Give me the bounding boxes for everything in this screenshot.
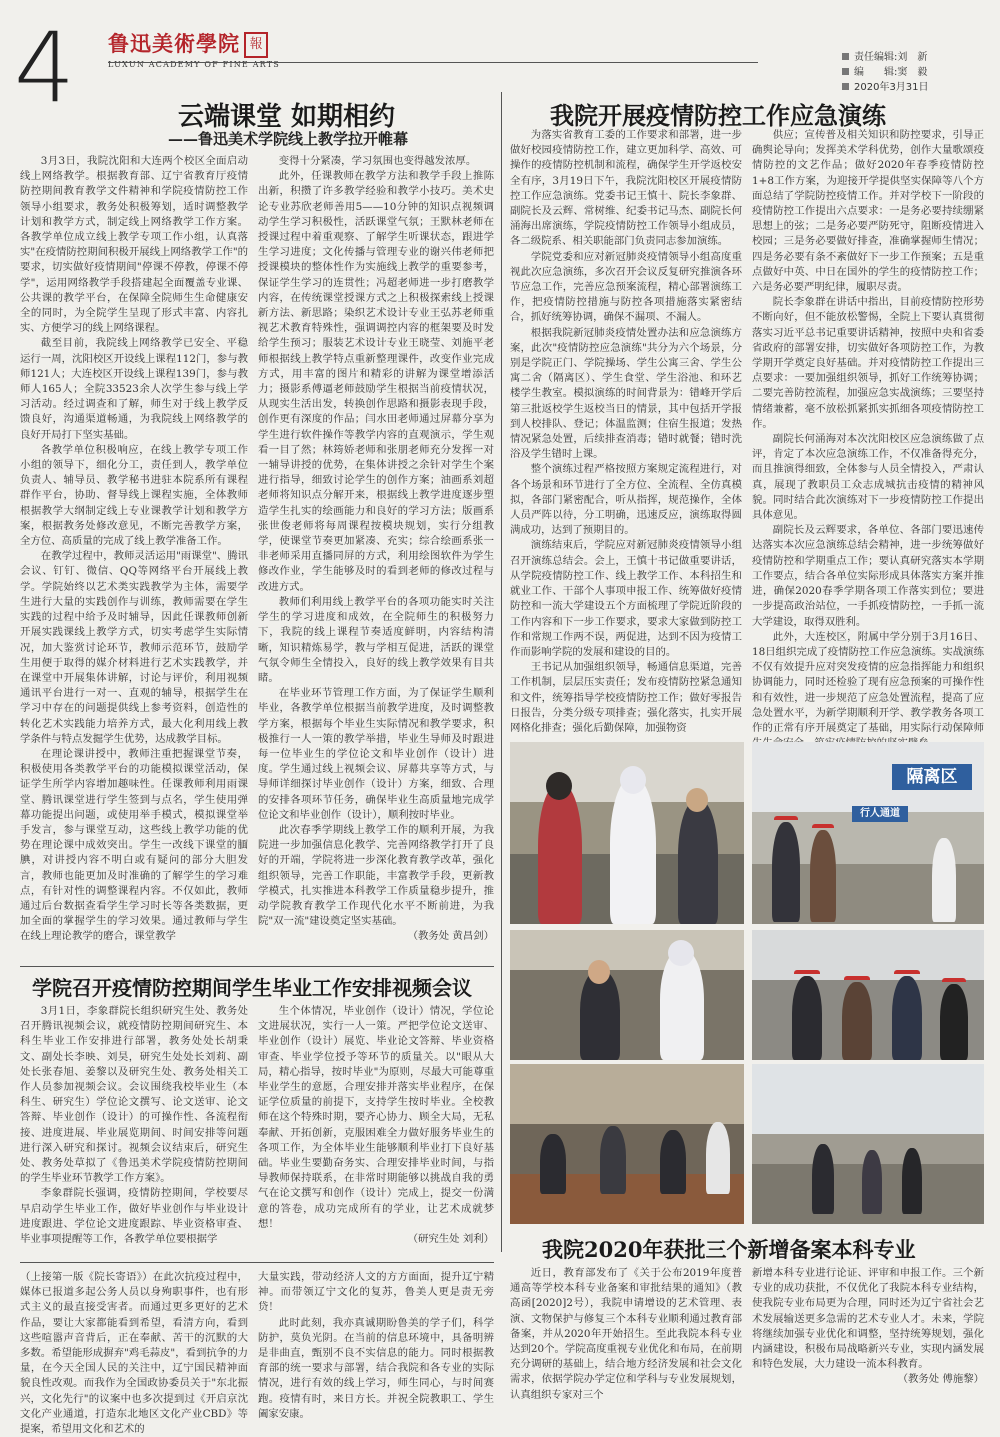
photo-isolation-zone xyxy=(752,742,984,924)
article1-title: 云端课堂 如期相约 xyxy=(178,102,396,132)
paragraph: 大量实践，带动经济人文的方方面面，提升辽宁精神。而带领辽宁文化的复苏，鲁美人更是责无旁贷！ xyxy=(258,1271,494,1314)
article4-column-2 xyxy=(258,1270,494,1422)
bullet-square-icon xyxy=(842,68,849,75)
article4-top-rule xyxy=(20,1262,494,1263)
article3-title: 学院召开疫情防控期间学生毕业工作安排视频会议 xyxy=(32,976,472,1000)
paragraph: 此外，任课教师在教学方法和教学手段上推陈出新，积攒了许多教学经验和教学小技巧。美术史论专业苏欣老师善用5——10分钟的知识点视频调动学生学习积极性，活跃课堂气氛；王默林老师在授课过程中着重观察、了解学生听课状态，跟进学生学习进度；文化传播与管理专业的谢兴伟老师把授课模块的整体性作为实施线上教学的重要参考，保证学生学习的连贯性；冯超老师进一步打磨教学内容，在传统课堂授课方式之上积极探索线上授课新方法、新思路；染织艺术设计专业王弘苏老师重视艺术教育特殊性，强调调控内容的框架要及时发给学生预习；服装艺术设计专业王晓莹、刘施平老师根据线上教学特点重新整理课件，改变作业完成方式，用丰富的图片和精彩的讲解为课堂增添活力；摄影系傅逼老师鼓励学生根据当前疫情状况，从现实生活出发，转换创作思路和摄影表现手段，创作更有深度的作品；闫水田老师通过屏幕分享为学生进行软件操作等教学内容的直观演示，学生观看一目了然；林筠娇老师和张朋老师充分发挥一对一辅导讲授的优势，在集体讲授之余针对学生个案进行指导，细致讨论学生的创作方案；油画系刘超老师将知识点分解开来，根据线上教学进度逐步塑造学生扎实的绘画能力和良好的学习方法；版画系张世俊老师将每周课程按模块规划，实行分组教学，使课堂节奏更加紧凑、充实；综合绘画系张一非老师采用直播同屏的方式，利用绘图软件为学生修改作业，学生能够及时的看到老师的修改过程与改进方式。 xyxy=(258,170,494,593)
editor-row xyxy=(842,65,992,80)
page-number: 4 xyxy=(14,12,76,124)
column-divider xyxy=(501,92,502,1252)
paragraph: 王书记从加强组织领导，畅通信息渠道，完善工作机制，层层压实责任；发布疫情防控紧急通知和文件，统筹指导学校疫情防控工作；做好零报告日报告，分类分级专项排查；强化落实，扎实开展网格化排查；强化后勤保障，加强物资 xyxy=(510,661,742,734)
masthead xyxy=(108,28,338,78)
paragraph: 整个演练过程严格按照方案规定流程进行，对各个场景和环节进行了全方位、全流程、全仿真模拟，各部门紧密配合，听从指挥，规范操作，全体人员严阵以待，分工明确，迅速反应，演练取得圆满成功，达到了预期目的。 xyxy=(510,463,742,537)
masthead-title: 鲁迅美術學院 xyxy=(108,31,240,56)
paragraph: 副院长何涌海对本次沈阳校区应急演练做了点评，肯定了本次应急演练工作，不仅准备得充分，而且推演得细致，全体参与人员全情投入，严肃认真，展现了教职员工众志成城抗击疫情的精神风貌。同时结合此次演练对下一步疫情防控工作提出具体意见。 xyxy=(752,433,984,522)
photo-temperature-check xyxy=(510,742,744,924)
article5-column-1 xyxy=(510,1266,742,1424)
article1-signature: （教务处 黄昌剑） xyxy=(407,930,494,943)
bullet-square-icon xyxy=(842,53,849,60)
article2-column-2 xyxy=(752,128,984,740)
paragraph: 副院长及云辉要求，各单位、各部门要迅速传达落实本次应急演练总结会精神，进一步统筹做好疫情防控和学期重点工作；要认真研究落实本学期工作要点，结合各单位实际形成具体落实方案并推进，确保2020春季学期各项工作落实到位；要进一步提高政治站位，一手抓疫情防控，一手抓一流大学建设，取得双胜利。 xyxy=(752,524,984,628)
article5-column-2 xyxy=(752,1266,984,1424)
article3-signature: （研究生处 刘利） xyxy=(407,1233,494,1246)
article1-column-1 xyxy=(20,154,248,962)
paragraph: 学院党委和应对新冠肺炎疫情领导小组高度重视此次应急演练，多次召开会议反复研究推演各环节应急工作，完善应急预案流程，精心部署演练工作，把疫情防控措施与防控各项措施落实紧密结合，抓好统筹协调，确保不漏项、不漏人。 xyxy=(510,250,742,324)
paragraph: 生个体情况，毕业创作（设计）情况，学位论文进展状况，实行一人一策。严把学位论文送审、毕业创作（设计）展览、毕业论文答辩、毕业资格审查、毕业学位授予等环节的质量关。以"眼从大局，精心指导，按时毕业"为原则，尽最大可能尊重毕业学生的意愿，合理安排并落实毕业程序，在保证学位质量的前提下，支持学生按时毕业。全校教师在这个特殊时期，要齐心协力、顾全大局，无私奉献、开拓创新，克服困难全力做好服务毕业生的各项工作，为全体毕业生能够顺利毕业打下良好基础。毕业生要勤奋务实、合理安排毕业时间，与指导教师保持联系，在非常时期能够以挑战自我的勇气在论文撰写和创作（设计）完成上，提交一份满意的答卷，成功完成所有的学业，让艺术成就梦想！ xyxy=(258,1005,494,1230)
article3-column-2 xyxy=(258,1004,494,1258)
article4-column-1 xyxy=(20,1270,248,1436)
article1-column-2 xyxy=(258,154,494,962)
paragraph: 此时此刻，我亦真诚期盼鲁美的学子们，科学防护，莫负光阴。在当前的信息环境中，具备明辨是非曲直，甄别不良不实信息的能力。同时根据教育部的统一要求与部署，结合我院和各专业的实际情况，进行有效的线上学习，师生同心，与时间赛跑。疫情有时，来日方长。并祝全院教职工、学生阖家安康。 xyxy=(258,1316,494,1420)
proof-editor-name: 编 辑:窦 毅 xyxy=(854,67,928,78)
article2-column-1 xyxy=(510,128,742,740)
paragraph: 李象群院长强调，疫情防控期间，学校要尽早启动学生毕业工作，做好毕业创作与毕业设计进度跟进、学位论文进度跟踪、毕业资格审查、毕业事项提醒等工作，各教学单位要根据学 xyxy=(20,1187,248,1246)
article3-column-1 xyxy=(20,1004,248,1258)
walkway-sign: 行人通道 xyxy=(852,806,908,822)
paragraph: 演练结束后，学院应对新冠肺炎疫情领导小组召开演练总结会。会上，王慎十书记做重要讲话，从学院疫情防控工作、线上教学工作、本科招生和就业工作、干部个人事项申报工作、统筹做好疫情防控和一流大学建设五个方面梳理了学院近阶段的工作内容和下一步工作要求，要求大家做到防控工作和常规工作两不误，两促进，达到不因为疫情工作而影响学院的发展和建设的目的。 xyxy=(510,539,742,658)
paragraph: 新增本科专业进行论证、评审和申报工作。三个新专业的成功获批，不仅优化了我院本科专业结构，使我院专业布局更为合理，同时还为辽宁省社会艺术发展输送更多急需的艺术专业人才。未来，学院将继续加强专业优化和调整，坚持统筹规划，强化内涵建设，积极布局战略新兴专业，实现内涵发展和特色发展，大力建设一流本科教育。 xyxy=(752,1267,984,1371)
editor-row xyxy=(842,80,992,95)
paragraph: 3月3日，我院沈阳和大连两个校区全面启动线上网络教学。根据教育部、辽宁省教育厅疫情防控期间教育教学文件精神和学院疫情防控工作领导小组要求，教务处积极筹划，适时调整教学计划和教学方式，制定线上网络教学工作方案。各教学单位成立线上教学专项工作小组，认真落实"在疫情防控期间积极开展线上网络教学工作"的要求，切实做好疫情期间"停课不停教，停课不停学"，运用网络教学手段搭建起全面覆盖专业课、公共课的教学平台，在保障全院师生生命健康安全的同时，为全院学生呈现了形式丰富、内容扎实、方便学习的线上网络课程。 xyxy=(20,155,248,335)
article3-top-rule xyxy=(20,966,494,967)
editor-row xyxy=(842,50,992,65)
paragraph: 院长李象群在讲话中指出，目前疫情防控形势不断向好，但不能放松警惕，全院上下要认真贯彻落实习近平总书记重要讲话精神，按照中央和省委省政府的部署安排，切实做好各项防控工作，为教学期开学奠定良好基础。并对疫情防控工作提出三点要求：一要加强组织领导，抓好工作统筹协调；二要完善防控流程，加强应急实战演练；三要坚持情绪兼蓄，毫不放松抓紧抓实抓细各项疫情防控工作。 xyxy=(752,296,984,430)
editor-name: 责任编辑:刘 新 xyxy=(854,52,928,63)
masthead-seal-icon: 報 xyxy=(244,32,268,58)
photo-queue-outdoors xyxy=(752,930,984,1060)
paragraph: 供应；宣传普及相关知识和防控要求，引导正确舆论导向；发挥美术学科优势，创作大量歌颂疫情防控的文艺作品；做好2020年春季疫情防控1+8工作方案，为迎接开学提供坚实保障等八个方面总结了学院防控疫情工作。并对学校下一阶段的疫情防控工作提出六点要求：一是务必要持续绷紧思想上的弦；二是务必要严防死守，阻断疫情进入校园；三是务必要做好排查，准确掌握师生情况；四是务必要有条不紊做好下一步工作预案；五是重点做好中英、中日在国外的学生的疫情防控工作；六是务必要严明纪律，履职尽责。 xyxy=(752,129,984,294)
paragraph: 此次春季学期线上教学工作的顺利开展，为我院进一步加强信息化教学、完善网络教学打开了良好的开端，学院将进一步深化教育教学改革，强化组织领导，完善工作职能，丰富教学手段，更新教学模式，扎实推进本科教学工作质量稳步提升，推动学院教育教学工作现代化水平不断前进，为我院"双一流"建设奠定坚实基础。 xyxy=(258,823,494,928)
bullet-square-icon xyxy=(842,83,849,90)
editor-box xyxy=(842,50,992,95)
masthead-english: LUXUN ACADEMY OF FINE ARTS xyxy=(108,60,280,69)
isolation-sign: 隔离区 xyxy=(892,764,972,790)
photo-dormitory xyxy=(510,930,744,1060)
paragraph: 此外，大连校区，附属中学分别于3月16日、18日组织完成了疫情防控工作应急演练。实战演练不仅有效提升应对突发疫情的应急指挥能力和组织协调能力，同时还检验了现有应急预案的可操作性和有效性，进一步规范了应急处置流程，提高了应急处置水平，为新学期顺利开学、教学教务各项工作的正常有序开展奠定了基础，用实际行动保障师 xyxy=(752,630,984,734)
paragraph: 变得十分紧凑，学习氛围也变得越发浓厚。 xyxy=(278,155,477,167)
header-rule xyxy=(108,62,758,63)
paragraph: 近日，教育部发布了《关于公布2019年度普通高等学校本科专业备案和审批结果的通知》（教高函[2020]2号），我院申请增设的艺术管理、表演、文物保护与修复三个本科专业顺利通过教育部备案，并从2020年开始招生。至此我院本科专业达到20个。学院高度重视专业优化和布局，在前期充分调研的基础上，结合地方经济发展和社会文化需求，依据学院办学定位和学科与专业发展规划，认真组织专家对三个 xyxy=(510,1267,742,1401)
paragraph: 教师们利用线上教学平台的各项功能实时关注学生的学习进度和成效，在全院师生的积极努力下，我院的线上课程节奏适度鲜明，内容结构清晰，知识精炼易学，教与学相互促进，活跃的课堂气氛令师生全情投入，良好的线上教学效果有目共睹。 xyxy=(258,595,494,684)
article2-title: 我院开展疫情防控工作应急演练 xyxy=(550,101,886,130)
paragraph: 在教学过程中，教师灵活运用"雨课堂"、腾讯会议、钉钉、微信、QQ等网络平台开展线上教学。学院始终以艺术类实践教学为主体，需要学生进行大量的实践创作与训练，教师需要在学生实践的过程中给予及时辅导，因此任课教师创新开展实践课线上教学方式，切实考虑学生实际情况，加大鉴赏讨论环节，教师示范环节，鼓励学生用便于取得的媒介材料进行艺术实践教学，并在课堂中开展集体讲解，讨论与评价，利用视频通讯平台进行一对一、直观的辅导，根据学生在学习中存在的问题提供线上参考资料，创造性的转化艺术实践能力培养方式，最大化利用线上教学条件与特点发掘学生优势，达成教学目标。 xyxy=(20,550,248,745)
paragraph: 在毕业环节管理工作方面，为了保证学生顺利毕业，各教学单位根据当前教学进度，及时调整教学方案，根据每个毕业生实际情况和教学要求，积极推行一人一策的教学举措，毕业生导师及时跟进每一位毕业生的学位论文和毕业创作（设计）进度。学生通过线上视频会议、屏幕共享等方式，与导师详细探讨毕业创作（设计）方案，细致、合理的安排各项环节任务，确保毕业生高质量地完成学位论文和毕业创作（设计），顺利按时毕业。 xyxy=(258,687,494,821)
article1-subtitle: ——鲁迅美术学院线上教学拉开帷幕 xyxy=(168,130,409,148)
paragraph: （上接第一版《院长寄语》）在此次抗疫过程中，媒体已报道多起公务人员以身殉职事件，也有形式主义的最直接受害者。而通过更多更好的艺术作品，要让大家都能看到希望，看清方向，看到这些喧嚣声音背后，正在奉献、苦干的沉默的大多数。希望能形成摒弃"鸡毛蒜皮"，看到抗争的力量，在今天全国人民的关注中，辽宁国民精神面貌良性改观。而我作为全国政协委员关于"东北振兴，文化先行"的议案中也多次提到过《开启京沈文化产业通道，打造东北地区文化产业CBD》等提案，希望用文化和艺术的 xyxy=(20,1271,248,1436)
paragraph: 为落实省教育工委的工作要求和部署，进一步做好校园疫情防控工作，建立更加科学、高效、可操作的疫情防控机制和流程，确保学生开学返校安全有序，3月19日下午，我院沈阳校区开展疫情防控工作应急演练。党委书记王慎十、院长李象群、副院长及云辉、常树维、纪委书记马杰、副院长何涌海出席演练，学院疫情防控工作领导小组成员，各二级院系、相关职能部门负责同志参加演练。 xyxy=(510,129,742,248)
paragraph: 截至目前，我院线上网络教学已安全、平稳运行一周，沈阳校区开设线上课程112门，参与教师121人；大连校区开设线上课程139门，参与教师人165人；全院33523余人次学生参与线上学习活动。经过调查和了解，师生对于线上教学反馈良好，沟通渠道畅通，为我院线上网络教学的良好开局打下坚实基础。 xyxy=(20,337,248,441)
issue-date: 2020年3月31日 xyxy=(854,82,929,93)
paragraph: 3月1日，李象群院长组织研究生处、教务处召开腾讯视频会议，就疫情防控期间研究生、本科生毕业工作安排进行部署，教务处处长胡秉文、副处长李映、刘昊，研究生处处长刘莉、副处长张春旭、姜黎以及研究生处、教务处相关工作人员参加视频会议。会议围绕我校毕业生（本科生、研究生）学位论文撰写、论文送审、论文答辩、毕业创作（设计）的可操作性、各流程衔接、进度进展、毕业展览期间、时间安排等问题进行深入研究和探讨。视频会议结束后，研究生处、教务处草拟了《鲁迅美术学院疫情防控期间的学生毕业环节教学工作方案》。 xyxy=(20,1005,248,1185)
article5-title: 我院2020年获批三个新增备案本科专业 xyxy=(542,1237,916,1262)
photo-dining-hall xyxy=(510,1064,744,1224)
paragraph: 各教学单位积极响应，在线上教学专项工作小组的领导下，细化分工，责任到人，教学单位负责人、辅导员、教学秘书进驻本院系所有课程群作平台，协助、督导线上课程实施，全体教师根据教学大纲制定线上专业课教学计划和教学方案，根据教务处修改意见，不断完善教学方案，全方位、高质量的完成了线上教学准备工作。 xyxy=(20,443,248,548)
article5-signature: （教务处 傅施黎） xyxy=(897,1373,984,1386)
paragraph: 根据我院新冠肺炎疫情处置办法和应急演练方案，此次"疫情防控应急演练"共分为六个场景，分别是学院正门、学院操场、学生公寓三舍、学生公寓二舍（隔离区）、学生食堂、学生浴池、和环艺楼学生教室。模拟演练的时间背景为：错峰开学后第三批返校学生返校当日的情景，其中包括开学报到人校排队、登记；体温监测；住宿生报道；发热情况紧急处置，后续排查消毒；错时就餐；错时洗浴及学生错时上课。 xyxy=(510,326,742,461)
photo-campus-walk xyxy=(752,1064,984,1224)
paragraph: 在理论课讲授中，教师注重把握课堂节奏，积极使用各类教学平台的功能模拟课堂活动，保证学生所学内容增加趣味性。任课教师利用雨课堂、腾讯课堂进行学生签到与点名，学生使用弹幕功能提出问题，或使用举手模式，模拟课堂举手发言，参与课堂互动，这些线上教学功能的优势在理论课中成效突出。学生一改线下课堂的腼腆，对讲授内容不明白或有疑问的部分大胆发言，教师也能更加及时准确的了解学生的学习难点，有针对性的调整课程内容。不仅如此，教师通过后台数据查看学生学习时长等各类数据，更加全面的掌握学生的学习效果。通过教师与学生在线上理论教学的磨合，课堂教学 xyxy=(20,747,248,943)
